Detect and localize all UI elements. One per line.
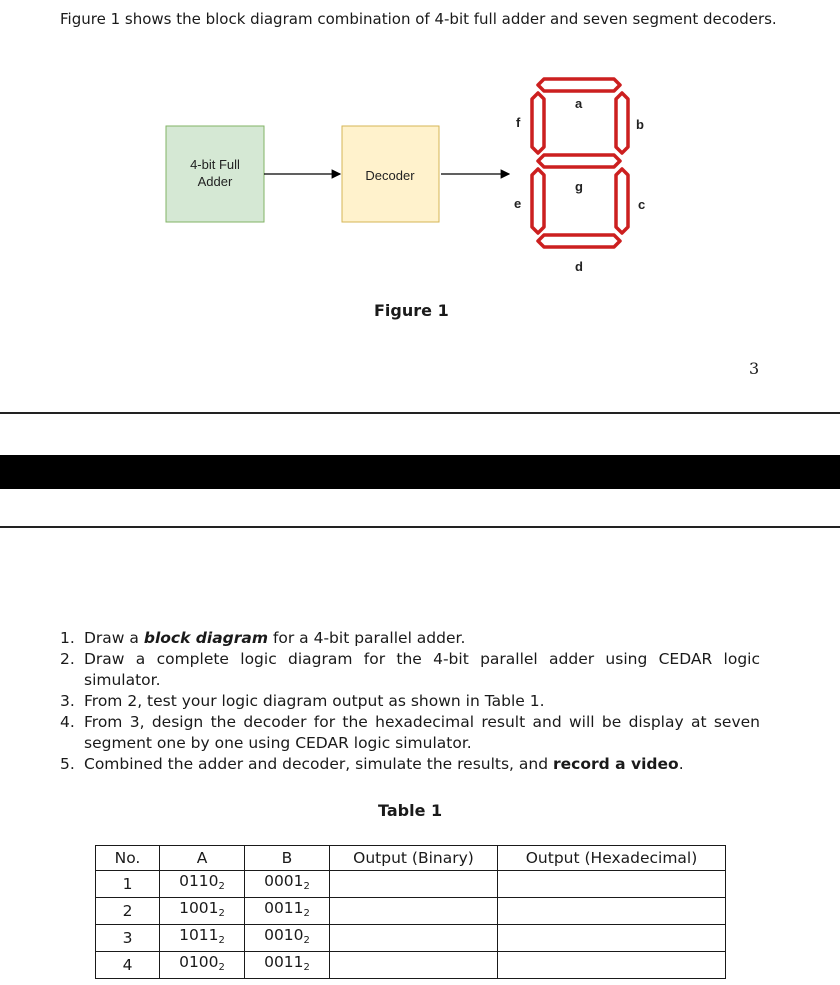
task-number: 1. — [60, 629, 75, 647]
cell-b: $0010_2$ — [245, 925, 330, 952]
cell-a: $0100_2$ — [160, 952, 245, 979]
task-emphasis: block diagram — [143, 629, 269, 647]
task-text: Combined the adder and decoder, simulate the results, and — [84, 755, 554, 773]
cell-output-hex — [498, 952, 726, 979]
column-header: Output (Hexadecimal) — [498, 846, 726, 871]
task-item — [60, 754, 760, 775]
task-list — [60, 628, 760, 775]
segment-label-e: e — [514, 196, 522, 211]
task-text: Draw a — [84, 629, 144, 647]
black-page-gap — [0, 455, 840, 489]
cell-output-binary — [330, 898, 498, 925]
cell-output-hex — [498, 871, 726, 898]
task-number: 2. — [60, 650, 75, 668]
segment-g — [538, 155, 620, 167]
task-text: Draw a complete logic diagram for the 4-bit parallel adder using CEDAR logic simulator. — [84, 650, 760, 689]
cell-no: 1 — [96, 871, 160, 898]
cell-output-binary — [330, 871, 498, 898]
segment-a — [538, 79, 620, 91]
adder-block-label-2: Adder — [197, 174, 233, 189]
table-row — [96, 898, 726, 925]
cell-b: $0011_2$ — [245, 898, 330, 925]
figure-caption: Figure 1 — [374, 301, 449, 320]
segment-label-g: g — [575, 179, 583, 194]
cell-output-hex — [498, 898, 726, 925]
cell-b: $0001_2$ — [245, 871, 330, 898]
cell-no: 4 — [96, 952, 160, 979]
task-item — [60, 649, 760, 691]
cell-a: $0110_2$ — [160, 871, 245, 898]
results-table — [95, 845, 726, 979]
block-diagram-figure — [0, 60, 840, 290]
table-row — [96, 871, 726, 898]
segment-label-d: d — [575, 259, 583, 274]
column-header: A — [160, 846, 245, 871]
segment-c — [616, 169, 628, 233]
table-row — [96, 952, 726, 979]
task-item — [60, 691, 760, 712]
cell-no: 3 — [96, 925, 160, 952]
intro-paragraph: Figure 1 shows the block diagram combination of 4-bit full adder and seven segment decoders. — [60, 10, 777, 28]
segment-label-f: f — [516, 115, 521, 130]
table-header-row — [96, 846, 726, 871]
page-number: 3 — [749, 359, 760, 378]
decoder-block-label: Decoder — [365, 168, 415, 183]
task-number: 3. — [60, 692, 75, 710]
cell-a: $1011_2$ — [160, 925, 245, 952]
task-number: 4. — [60, 713, 75, 731]
task-text: From 3, design the decoder for the hexadecimal result and will be display at seven segment one by one using CEDAR logic simulator. — [84, 713, 760, 752]
task-text: From 2, test your logic diagram output as shown in Table 1. — [84, 692, 545, 710]
column-header: Output (Binary) — [330, 846, 498, 871]
task-item — [60, 628, 760, 649]
page-divider-bottom — [0, 526, 840, 528]
adder-block-label-1: 4-bit Full — [190, 157, 240, 172]
segment-e — [532, 169, 544, 233]
table-title: Table 1 — [378, 801, 443, 820]
cell-output-hex — [498, 925, 726, 952]
column-header: B — [245, 846, 330, 871]
task-item — [60, 712, 760, 754]
task-number: 5. — [60, 755, 75, 773]
cell-no: 2 — [96, 898, 160, 925]
task-text: . — [678, 755, 684, 773]
segment-label-c: c — [638, 197, 646, 212]
task-text: for a 4-bit parallel adder. — [268, 629, 466, 647]
cell-output-binary — [330, 925, 498, 952]
cell-output-binary — [330, 952, 498, 979]
page-divider-top — [0, 412, 840, 414]
segment-label-a: a — [575, 96, 583, 111]
cell-b: $0011_2$ — [245, 952, 330, 979]
segment-label-b: b — [636, 117, 644, 132]
segment-b — [616, 93, 628, 153]
table-row — [96, 925, 726, 952]
task-emphasis: record a video — [553, 755, 679, 773]
column-header: No. — [96, 846, 160, 871]
segment-d — [538, 235, 620, 247]
cell-a: $1001_2$ — [160, 898, 245, 925]
segment-f — [532, 93, 544, 153]
